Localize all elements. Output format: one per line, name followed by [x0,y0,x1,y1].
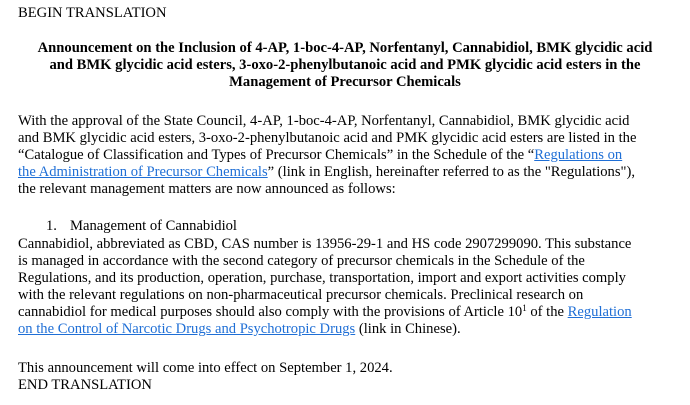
regulations-precursor-link[interactable]: Regulations on [534,147,623,163]
paragraph-line [18,304,684,321]
intro-paragraph [18,113,684,198]
paragraph-text: cannabidiol for medical purposes should also comply with the provisions of Article 10 [18,304,523,320]
regulation-narcotic-drugs-link-continued[interactable]: on the Control of Narcotic Drugs and Psychotropic Drugs [18,321,356,337]
section-title: Management of Cannabidiol [70,218,237,234]
announcement-title [14,40,676,91]
paragraph-line: is managed in accordance with the second category of precursor chemicals in the Schedule of the [18,253,585,269]
cannabidiol-paragraph [18,236,684,338]
regulations-precursor-link-continued[interactable]: the Administration of Precursor Chemicals [18,164,268,180]
paragraph-line: With the approval of the State Council, 4-AP, 1-boc-4-AP, Norfentanyl, Cannabidiol, BMK glycidic acid [18,113,630,129]
paragraph-line [18,321,684,338]
paragraph-text: “Catalogue of Classification and Types of Precursor Chemicals” in the Schedule of the “ [18,147,535,163]
paragraph-line: This announcement will come into effect on September 1, 2024. [18,360,393,376]
end-translation-marker: END TRANSLATION [18,377,152,393]
paragraph-text: ” (link in English, hereinafter referred to as the "Regulations"), [267,164,635,180]
paragraph-line: with the relevant regulations on non-pharmaceutical precursor chemicals. Preclinical research on [18,287,584,303]
section-heading [46,218,237,235]
paragraph-line: Regulations, and its production, operation, purchase, transportation, import and export activities comply [18,270,626,286]
title-line: Management of Precursor Chemicals [229,74,461,90]
effective-date-paragraph [18,360,684,377]
paragraph-text: (link in Chinese). [355,321,461,337]
title-line: and BMK glycidic acid esters, 3-oxo-2-phenylbutanoic acid and PMK glycidic acid esters in the [49,57,641,73]
paragraph-line: Cannabidiol, abbreviated as CBD, CAS number is 13956-29-1 and HS code 2907299090. This substance [18,236,632,252]
regulation-narcotic-drugs-link[interactable]: Regulation [567,304,632,320]
begin-translation-marker: BEGIN TRANSLATION [18,5,167,21]
paragraph-line [18,164,684,181]
paragraph-line [18,147,684,164]
paragraph-text: of the [526,304,568,320]
title-line: Announcement on the Inclusion of 4-AP, 1-boc-4-AP, Norfentanyl, Cannabidiol, BMK glycidic acid [37,40,653,56]
section-number: 1. [46,218,57,234]
paragraph-line: and BMK glycidic acid esters, 3-oxo-2-phenylbutanoic acid and PMK glycidic acid esters are listed in the [18,130,637,146]
paragraph-line: the relevant management matters are now announced as follows: [18,181,396,197]
footnote-marker: 1 [522,303,527,313]
